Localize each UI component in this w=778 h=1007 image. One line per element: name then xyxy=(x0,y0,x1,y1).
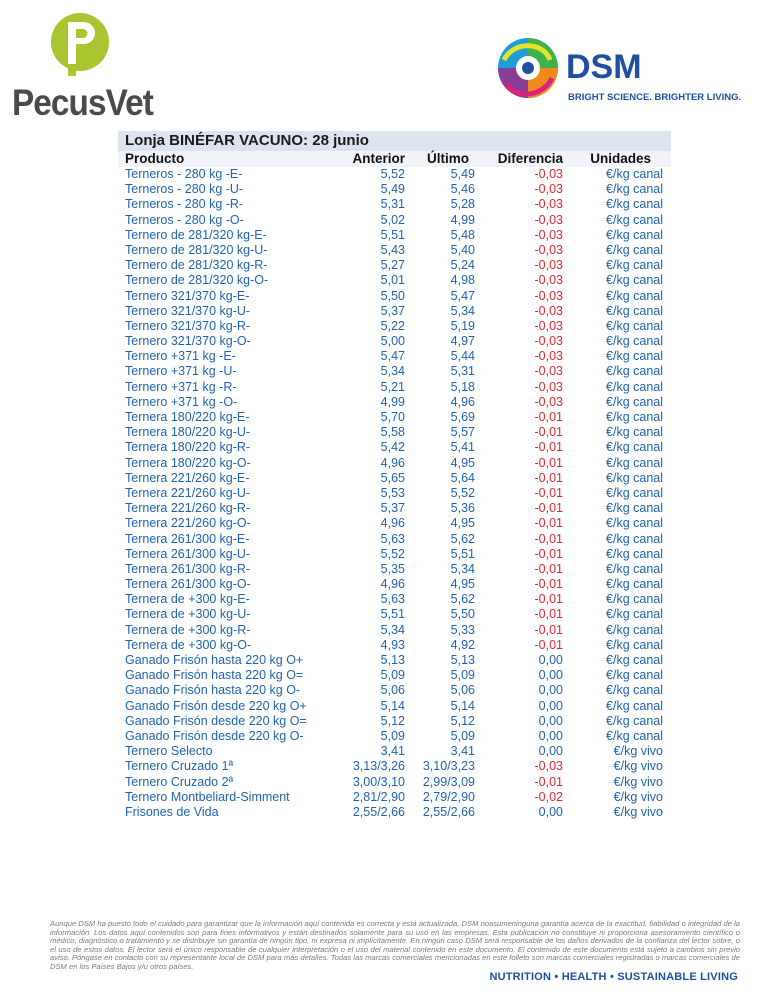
cell-ultimo: 5,50 xyxy=(450,607,475,622)
dsm-tagline: BRIGHT SCIENCE. BRIGHTER LIVING. xyxy=(568,92,742,103)
cell-anterior: 4,96 xyxy=(380,455,405,470)
cell-ultimo: 5,57 xyxy=(450,425,475,440)
cell-unidades: €/kg canal xyxy=(606,364,663,379)
cell-ultimo: 5,13 xyxy=(450,653,475,667)
cell-ultimo: 5,41 xyxy=(450,440,475,455)
cell-ultimo: 3,10/3,23 xyxy=(422,759,475,774)
cell-producto: Ternero de 281/320 kg-E- xyxy=(125,227,267,242)
cell-ultimo: 4,97 xyxy=(450,334,475,349)
table-row xyxy=(118,380,671,395)
cell-producto: Ternero Montbeliard-Simment xyxy=(125,789,290,804)
cell-diferencia: -0,01 xyxy=(534,546,563,561)
cell-anterior: 5,52 xyxy=(380,167,405,181)
cell-anterior: 5,14 xyxy=(380,698,405,713)
pecusvet-wordmark: PecusVet xyxy=(12,82,153,123)
table-row xyxy=(118,668,671,683)
cell-unidades: €/kg canal xyxy=(606,410,663,424)
cell-ultimo: 5,40 xyxy=(450,242,475,257)
cell-anterior: 5,12 xyxy=(380,713,405,728)
cell-unidades: €/kg canal xyxy=(606,698,663,713)
cell-unidades: €/kg canal xyxy=(606,242,663,257)
cell-anterior: 5,21 xyxy=(380,379,405,394)
table-row xyxy=(118,623,671,638)
cell-anterior: 5,06 xyxy=(380,683,405,698)
cell-anterior: 5,58 xyxy=(380,425,405,440)
cell-producto: Terneros - 280 kg -U- xyxy=(125,182,244,197)
cell-producto: Ternero Selecto xyxy=(125,744,213,759)
cell-producto: Ternera 180/220 kg-O- xyxy=(125,455,251,470)
cell-unidades: €/kg canal xyxy=(606,227,663,242)
cell-anterior: 5,27 xyxy=(380,258,405,273)
cell-ultimo: 2,55/2,66 xyxy=(422,804,475,819)
cell-unidades: €/kg canal xyxy=(606,318,663,333)
cell-diferencia: -0,03 xyxy=(534,303,563,318)
cell-diferencia: -0,03 xyxy=(534,227,563,242)
cell-unidades: €/kg canal xyxy=(606,531,663,546)
footer-tagline: NUTRITION • HEALTH • SUSTAINABLE LIVING xyxy=(489,971,738,983)
cell-producto: Ternero +371 kg -E- xyxy=(125,349,236,364)
cell-diferencia: 0,00 xyxy=(538,713,563,728)
table-row xyxy=(118,289,671,304)
cell-ultimo: 5,18 xyxy=(450,379,475,394)
cell-producto: Ternero de 281/320 kg-U- xyxy=(125,242,268,257)
cell-producto: Ternero 321/370 kg-R- xyxy=(125,318,251,333)
table-row xyxy=(118,319,671,334)
cell-ultimo: 5,34 xyxy=(450,561,475,576)
pecusvet-p-icon xyxy=(48,12,112,78)
cell-anterior: 4,93 xyxy=(380,637,405,652)
cell-anterior: 5,13 xyxy=(380,653,405,667)
cell-producto: Ternera 180/220 kg-E- xyxy=(125,410,250,424)
cell-producto: Ternero +371 kg -U- xyxy=(125,364,237,379)
table-row xyxy=(118,714,671,729)
cell-ultimo: 5,44 xyxy=(450,349,475,364)
cell-producto: Ternera 261/300 kg-U- xyxy=(125,546,251,561)
cell-diferencia: -0,03 xyxy=(534,364,563,379)
cell-diferencia: -0,03 xyxy=(534,288,563,303)
cell-ultimo: 5,33 xyxy=(450,622,475,637)
cell-anterior: 4,99 xyxy=(380,394,405,409)
cell-anterior: 5,09 xyxy=(380,668,405,683)
cell-ultimo: 4,95 xyxy=(450,455,475,470)
cell-anterior: 3,00/3,10 xyxy=(352,774,405,789)
cell-ultimo: 4,95 xyxy=(450,577,475,592)
cell-ultimo: 4,95 xyxy=(450,516,475,531)
cell-producto: Ternero de 281/320 kg-O- xyxy=(125,273,269,288)
cell-diferencia: -0,01 xyxy=(534,425,563,440)
price-table xyxy=(118,131,671,820)
cell-ultimo: 5,28 xyxy=(450,197,475,212)
cell-unidades: €/kg canal xyxy=(606,425,663,440)
table-row xyxy=(118,699,671,714)
table-row xyxy=(118,334,671,349)
table-row xyxy=(118,744,671,759)
cell-ultimo: 2,99/3,09 xyxy=(422,774,475,789)
cell-producto: Ternera 221/260 kg-U- xyxy=(125,485,251,500)
cell-diferencia: -0,03 xyxy=(534,349,563,364)
cell-ultimo: 5,51 xyxy=(450,546,475,561)
cell-diferencia: -0,03 xyxy=(534,334,563,349)
cell-producto: Ternera 261/300 kg-R- xyxy=(125,561,251,576)
table-row xyxy=(118,197,671,212)
cell-diferencia: -0,01 xyxy=(534,470,563,485)
cell-diferencia: -0,03 xyxy=(534,242,563,257)
cell-ultimo: 5,52 xyxy=(450,485,475,500)
table-row xyxy=(118,364,671,379)
table-row xyxy=(118,562,671,577)
cell-unidades: €/kg vivo xyxy=(613,759,663,774)
cell-producto: Terneros - 280 kg -O- xyxy=(125,212,244,227)
table-row xyxy=(118,532,671,547)
cell-anterior: 5,51 xyxy=(380,607,405,622)
cell-unidades: €/kg canal xyxy=(606,668,663,683)
cell-diferencia: -0,03 xyxy=(534,258,563,273)
table-row xyxy=(118,167,671,182)
table-row xyxy=(118,395,671,410)
cell-anterior: 5,50 xyxy=(380,288,405,303)
cell-diferencia: -0,01 xyxy=(534,622,563,637)
cell-unidades: €/kg canal xyxy=(606,258,663,273)
cell-anterior: 4,96 xyxy=(380,577,405,592)
cell-diferencia: -0,01 xyxy=(534,531,563,546)
cell-anterior: 5,00 xyxy=(380,334,405,349)
cell-diferencia: -0,01 xyxy=(534,440,563,455)
cell-ultimo: 5,49 xyxy=(450,167,475,181)
cell-anterior: 5,70 xyxy=(380,410,405,424)
header-ultimo: Último xyxy=(427,151,469,166)
cell-anterior: 5,43 xyxy=(380,242,405,257)
cell-ultimo: 4,99 xyxy=(450,212,475,227)
cell-diferencia: -0,01 xyxy=(534,455,563,470)
table-row xyxy=(118,228,671,243)
cell-anterior: 5,37 xyxy=(380,303,405,318)
table-row xyxy=(118,471,671,486)
table-row xyxy=(118,805,671,820)
disclaimer-text: Aunque DSM ha puesto todo el cuidado para garantizar que la información aquí contenida es correcta y está actualizada, DSM noasumeninguna garantía acerca de la exactitud, fiabilidad o integridad de la información. Los datos aquí contenidos son para fines informativos y están destinados solamente para su uso en las empresas. Esta publicación no constituye ni proporciona asesoramiento científico o médico, diagnóstico o tratamiento y se distribuye sin garantía de ningún tipo, ni expresa ni implícitamente. En ningún caso DSM será responsable de los daños derivados de la confianza del lector sobre, o el uso de estos datos. El lector será el único responsable de cualquier interpretación o el uso del material contenido en este documento. El contenido de este documento está sujeto a cambios sin previo aviso. Póngase en contacto con su representante local de DSM para más detalles. Todas las marcas comerciales mencionadas en este folleto son marcas comerciales registradas o marcas comerciales de DSM en los Países Bajos y/u otros países. xyxy=(50,919,740,971)
cell-anterior: 5,09 xyxy=(380,728,405,743)
cell-unidades: €/kg canal xyxy=(606,546,663,561)
cell-diferencia: -0,01 xyxy=(534,577,563,592)
table-row xyxy=(118,516,671,531)
cell-producto: Ganado Frisón hasta 220 kg O+ xyxy=(125,653,304,667)
cell-producto: Ternera de +300 kg-O- xyxy=(125,637,252,652)
cell-diferencia: -0,03 xyxy=(534,197,563,212)
cell-ultimo: 5,64 xyxy=(450,470,475,485)
cell-diferencia: 0,00 xyxy=(538,683,563,698)
table-row xyxy=(118,683,671,698)
header-diferencia: Diferencia xyxy=(497,151,563,166)
cell-ultimo: 5,31 xyxy=(450,364,475,379)
cell-anterior: 5,02 xyxy=(380,212,405,227)
cell-diferencia: -0,01 xyxy=(534,485,563,500)
cell-anterior: 5,65 xyxy=(380,470,405,485)
cell-diferencia: -0,03 xyxy=(534,759,563,774)
cell-anterior: 5,22 xyxy=(380,318,405,333)
cell-diferencia: -0,03 xyxy=(534,167,563,181)
cell-producto: Ternera de +300 kg-R- xyxy=(125,622,251,637)
cell-anterior: 5,31 xyxy=(380,197,405,212)
cell-anterior: 4,96 xyxy=(380,516,405,531)
table-body xyxy=(118,167,671,820)
cell-producto: Ternera 261/300 kg-O- xyxy=(125,577,251,592)
cell-diferencia: 0,00 xyxy=(538,668,563,683)
table-row xyxy=(118,243,671,258)
table-title: Lonja BINÉFAR VACUNO: 28 junio xyxy=(118,131,671,151)
cell-producto: Ternero 321/370 kg-U- xyxy=(125,303,251,318)
cell-unidades: €/kg vivo xyxy=(613,804,663,819)
cell-diferencia: -0,03 xyxy=(534,212,563,227)
table-header xyxy=(118,151,671,167)
cell-ultimo: 5,06 xyxy=(450,683,475,698)
cell-producto: Ternera 221/260 kg-E- xyxy=(125,470,250,485)
cell-unidades: €/kg canal xyxy=(606,394,663,409)
cell-unidades: €/kg vivo xyxy=(613,789,663,804)
cell-ultimo: 5,46 xyxy=(450,182,475,197)
table-row xyxy=(118,790,671,805)
cell-anterior: 5,53 xyxy=(380,485,405,500)
cell-anterior: 5,49 xyxy=(380,182,405,197)
cell-unidades: €/kg canal xyxy=(606,334,663,349)
cell-ultimo: 2,79/2,90 xyxy=(422,789,475,804)
table-row xyxy=(118,607,671,622)
cell-ultimo: 5,69 xyxy=(450,410,475,424)
cell-producto: Ternera 180/220 kg-R- xyxy=(125,440,251,455)
cell-anterior: 2,55/2,66 xyxy=(352,804,405,819)
table-row xyxy=(118,440,671,455)
table-row xyxy=(118,547,671,562)
cell-ultimo: 3,41 xyxy=(450,744,475,759)
cell-diferencia: -0,03 xyxy=(534,379,563,394)
cell-anterior: 5,51 xyxy=(380,227,405,242)
cell-producto: Ternero 321/370 kg-E- xyxy=(125,288,250,303)
cell-unidades: €/kg vivo xyxy=(613,744,663,759)
cell-unidades: €/kg canal xyxy=(606,455,663,470)
cell-anterior: 5,47 xyxy=(380,349,405,364)
cell-ultimo: 5,62 xyxy=(450,531,475,546)
cell-unidades: €/kg canal xyxy=(606,470,663,485)
cell-anterior: 5,01 xyxy=(380,273,405,288)
cell-producto: Ternera de +300 kg-U- xyxy=(125,607,251,622)
cell-diferencia: -0,03 xyxy=(534,273,563,288)
cell-ultimo: 5,12 xyxy=(450,713,475,728)
cell-producto: Ternero Cruzado 1ª xyxy=(125,759,234,774)
table-row xyxy=(118,456,671,471)
cell-producto: Ternera 221/260 kg-O- xyxy=(125,516,251,531)
cell-unidades: €/kg canal xyxy=(606,713,663,728)
cell-diferencia: -0,03 xyxy=(534,318,563,333)
cell-unidades: €/kg canal xyxy=(606,485,663,500)
dsm-logo xyxy=(494,30,744,110)
table-row xyxy=(118,486,671,501)
table-row xyxy=(118,501,671,516)
cell-unidades: €/kg canal xyxy=(606,501,663,516)
cell-diferencia: -0,02 xyxy=(534,789,563,804)
cell-ultimo: 5,47 xyxy=(450,288,475,303)
cell-unidades: €/kg canal xyxy=(606,637,663,652)
cell-diferencia: -0,01 xyxy=(534,410,563,424)
cell-ultimo: 4,98 xyxy=(450,273,475,288)
cell-producto: Ternero de 281/320 kg-R- xyxy=(125,258,268,273)
cell-producto: Ganado Frisón desde 220 kg O+ xyxy=(125,698,307,713)
table-row xyxy=(118,729,671,744)
cell-anterior: 3,41 xyxy=(380,744,405,759)
cell-diferencia: -0,01 xyxy=(534,607,563,622)
cell-diferencia: 0,00 xyxy=(538,744,563,759)
cell-producto: Ganado Frisón desde 220 kg O= xyxy=(125,713,307,728)
cell-unidades: €/kg canal xyxy=(606,622,663,637)
table-row xyxy=(118,258,671,273)
cell-unidades: €/kg canal xyxy=(606,577,663,592)
table-row xyxy=(118,213,671,228)
cell-diferencia: -0,03 xyxy=(534,182,563,197)
cell-anterior: 5,34 xyxy=(380,622,405,637)
cell-producto: Ternera de +300 kg-E- xyxy=(125,592,250,607)
header-unidades: Unidades xyxy=(590,151,651,166)
table-row xyxy=(118,182,671,197)
cell-producto: Ternero Cruzado 2ª xyxy=(125,774,234,789)
cell-ultimo: 5,09 xyxy=(450,728,475,743)
cell-diferencia: 0,00 xyxy=(538,653,563,667)
table-row xyxy=(118,349,671,364)
cell-diferencia: -0,03 xyxy=(534,394,563,409)
cell-unidades: €/kg canal xyxy=(606,683,663,698)
cell-unidades: €/kg canal xyxy=(606,516,663,531)
cell-diferencia: -0,01 xyxy=(534,516,563,531)
cell-diferencia: 0,00 xyxy=(538,804,563,819)
cell-diferencia: -0,01 xyxy=(534,592,563,607)
cell-unidades: €/kg canal xyxy=(606,653,663,667)
cell-anterior: 5,35 xyxy=(380,561,405,576)
cell-producto: Terneros - 280 kg -R- xyxy=(125,197,244,212)
cell-unidades: €/kg canal xyxy=(606,212,663,227)
cell-ultimo: 5,48 xyxy=(450,227,475,242)
dsm-wordmark: DSM xyxy=(566,48,642,86)
cell-anterior: 5,63 xyxy=(380,531,405,546)
table-row xyxy=(118,775,671,790)
cell-unidades: €/kg canal xyxy=(606,197,663,212)
cell-ultimo: 5,36 xyxy=(450,501,475,516)
cell-anterior: 3,13/3,26 xyxy=(352,759,405,774)
cell-producto: Ternero +371 kg -O- xyxy=(125,394,238,409)
table-row xyxy=(118,577,671,592)
cell-unidades: €/kg canal xyxy=(606,303,663,318)
cell-diferencia: 0,00 xyxy=(538,728,563,743)
cell-producto: Ganado Frisón desde 220 kg O- xyxy=(125,728,304,743)
cell-unidades: €/kg canal xyxy=(606,273,663,288)
dsm-swirl-icon xyxy=(494,30,564,106)
cell-diferencia: -0,01 xyxy=(534,561,563,576)
cell-producto: Ganado Frisón hasta 220 kg O= xyxy=(125,668,304,683)
cell-ultimo: 4,92 xyxy=(450,637,475,652)
cell-ultimo: 5,19 xyxy=(450,318,475,333)
cell-producto: Frisones de Vida xyxy=(125,804,219,819)
cell-producto: Ternero +371 kg -R- xyxy=(125,379,237,394)
cell-ultimo: 5,14 xyxy=(450,698,475,713)
cell-unidades: €/kg canal xyxy=(606,561,663,576)
table-row xyxy=(118,592,671,607)
cell-anterior: 5,42 xyxy=(380,440,405,455)
cell-producto: Ternero 321/370 kg-O- xyxy=(125,334,251,349)
table-row xyxy=(118,410,671,425)
cell-ultimo: 5,09 xyxy=(450,668,475,683)
table-row xyxy=(118,653,671,668)
cell-unidades: €/kg canal xyxy=(606,728,663,743)
cell-unidades: €/kg vivo xyxy=(613,774,663,789)
cell-diferencia: -0,01 xyxy=(534,501,563,516)
cell-unidades: €/kg canal xyxy=(606,288,663,303)
cell-anterior: 5,37 xyxy=(380,501,405,516)
cell-ultimo: 5,34 xyxy=(450,303,475,318)
cell-producto: Ternera 180/220 kg-U- xyxy=(125,425,251,440)
cell-diferencia: -0,01 xyxy=(534,637,563,652)
cell-unidades: €/kg canal xyxy=(606,592,663,607)
cell-ultimo: 5,62 xyxy=(450,592,475,607)
cell-producto: Ternera 221/260 kg-R- xyxy=(125,501,251,516)
header-anterior: Anterior xyxy=(352,151,405,166)
pecusvet-logo xyxy=(12,12,152,122)
cell-producto: Ganado Frisón hasta 220 kg O- xyxy=(125,683,301,698)
cell-anterior: 5,63 xyxy=(380,592,405,607)
table-row xyxy=(118,273,671,288)
table-row xyxy=(118,759,671,774)
cell-ultimo: 5,24 xyxy=(450,258,475,273)
header-producto: Producto xyxy=(125,151,185,166)
cell-producto: Terneros - 280 kg -E- xyxy=(125,167,243,181)
table-row xyxy=(118,425,671,440)
cell-diferencia: -0,01 xyxy=(534,774,563,789)
cell-unidades: €/kg canal xyxy=(606,182,663,197)
cell-unidades: €/kg canal xyxy=(606,379,663,394)
cell-anterior: 5,34 xyxy=(380,364,405,379)
cell-unidades: €/kg canal xyxy=(606,440,663,455)
cell-unidades: €/kg canal xyxy=(606,607,663,622)
cell-producto: Ternera 261/300 kg-E- xyxy=(125,531,250,546)
cell-ultimo: 4,96 xyxy=(450,394,475,409)
cell-unidades: €/kg canal xyxy=(606,167,663,181)
cell-anterior: 5,52 xyxy=(380,546,405,561)
cell-unidades: €/kg canal xyxy=(606,349,663,364)
cell-diferencia: 0,00 xyxy=(538,698,563,713)
cell-anterior: 2,81/2,90 xyxy=(352,789,405,804)
table-row xyxy=(118,638,671,653)
table-row xyxy=(118,304,671,319)
